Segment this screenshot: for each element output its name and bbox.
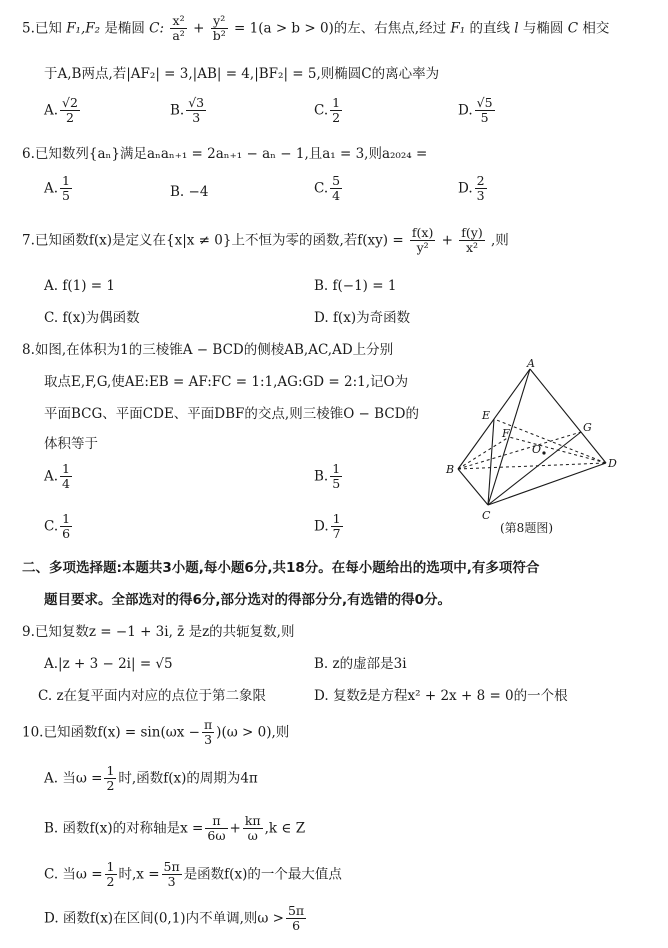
tetrahedron-figure [444, 357, 622, 542]
edge-bd-hidden [458, 463, 606, 469]
line-bf-hidden [458, 437, 509, 469]
q5-plus: + [193, 20, 205, 37]
label-c: C [482, 509, 491, 522]
section2-line2: 题目要求。全部选对的得6分,部分选对的得部分分,有选错的得0分。 [44, 592, 452, 608]
figure-caption: (第8题图) [500, 521, 553, 535]
edge-cd [488, 463, 606, 505]
q8-line4: 体积等于 [44, 436, 98, 452]
label-o: O [532, 443, 542, 456]
q6-line1: 6.已知数列{aₙ}满足aₙaₙ₊₁ = 2aₙ₊₁ − aₙ − 1,且a₁ = 3,则a₂₀₂₄ = [22, 146, 428, 162]
q6-option-a: A. $\frac{1}{5}$ [44, 173, 70, 204]
q9-option-a: A.|z + 3 − 2i| = √5 [44, 656, 173, 672]
q8-option-b: B. $\frac{1}{5}$ [314, 461, 341, 492]
q5-line2: 于A,B两点,若|AF₂| = 3,|AB| = 4,|BF₂| = 5,则椭圆C的离心率为 [44, 66, 440, 82]
q7-frac-2: $\frac{f(y)}{\text{x²}}$ [461, 225, 483, 256]
q5-text: 5.已知 [22, 20, 62, 37]
line-df-hidden [509, 437, 606, 463]
q5-frac-x: $\frac{\text{x²}}{\text{a²}}$ [172, 13, 185, 44]
label-f: F [502, 427, 510, 440]
q5-text: 与椭圆 [522, 20, 564, 37]
section2-line1: 二、多项选择题:本题共3小题,每小题6分,共18分。在每小题给出的选项中,有多项符合 [22, 560, 540, 576]
q9-option-d: D. 复数z̄是方程x² + 2x + 8 = 0的一个根 [314, 688, 568, 704]
q7-option-d: D. f(x)为奇函数 [314, 310, 411, 326]
q5-option-b: B. $\frac{√3}{3}$ [170, 95, 205, 126]
q5-line1 [22, 14, 609, 44]
q5-option-a: A. $\frac{√2}{2}$ [44, 95, 78, 126]
q5-foci: F₁,F₂ [66, 20, 101, 37]
q7-option-b: B. f(−1) = 1 [314, 278, 397, 294]
label-b: B [446, 463, 455, 476]
q7-option-a: A. f(1) = 1 [44, 278, 115, 294]
q5-text: = 1(a > b > 0)的左、右焦点,经过 [234, 20, 447, 37]
q6-option-c: C. $\frac{5}{4}$ [314, 173, 341, 204]
edge-bc [458, 469, 488, 505]
q8-option-a: A. $\frac{1}{4}$ [44, 461, 70, 492]
q5-f1: F₁ [450, 20, 466, 37]
q9-option-c: C. z在复平面内对应的点位于第二象限 [38, 688, 267, 704]
q8-option-c: C. $\frac{1}{6}$ [44, 511, 71, 542]
q10-line1: 10.已知函数f(x) = sin(ωx − $\frac{\pi}{3}$ )(ω > 0),则 [22, 717, 290, 748]
q10-option-d: D. 函数f(x)在区间(0,1)内不单调,则ω > $\frac{5\pi}{6}$ [44, 903, 305, 934]
q5-c: C [567, 20, 579, 37]
q8-line3: 平面BCG、平面CDE、平面DBF的交点,则三棱锥O − BCD的 [44, 406, 419, 422]
q10-option-b: B. 函数f(x)的对称轴是x = $\frac{\pi}{6\omega}$ + $\frac{k\pi}{\omega}$ ,k ∈ Z [44, 813, 306, 844]
q8-option-d: D. $\frac{1}{7}$ [314, 511, 341, 542]
q5-text: 是椭圆 [104, 20, 145, 37]
q7-option-c: C. f(x)为偶函数 [44, 310, 140, 326]
q7-frac-1: $\frac{f(x)}{\text{y²}}$ [411, 225, 434, 256]
line-bg-hidden [458, 432, 581, 469]
q5-option-c: C. $\frac{1}{2}$ [314, 95, 341, 126]
q6-option-b: B. −4 [170, 184, 209, 200]
label-e: E [482, 409, 491, 422]
q5-frac-y: $\frac{\text{y²}}{\text{b²}}$ [212, 13, 226, 44]
line-ce [488, 419, 494, 505]
q5-text: 的直线 [469, 20, 510, 37]
label-g: G [583, 421, 592, 434]
q7-line1: 7.已知函数f(x)是定义在{x|x ≠ 0}上不恒为零的函数,若f(xy) = $\frac{f(x)}{\text{y²}}$ + $\frac{f(y)}{\text{x²}}$ ,则 [22, 225, 509, 256]
q10-option-c: C. 当ω = $\frac{1}{2}$ 时,x = $\frac{5\pi}{3}$ 是函数f(x)的一个最大值点 [44, 859, 342, 890]
q5-line-l: l [514, 20, 519, 37]
q5-ellipse-name: C: [149, 20, 165, 37]
label-d: D [608, 457, 617, 470]
q5-option-d: D. $\frac{√5}{5}$ [458, 95, 493, 126]
q6-option-d: D. $\frac{2}{3}$ [458, 173, 485, 204]
edge-ad [530, 369, 606, 463]
q9-line1: 9.已知复数z = −1 + 3i, z̄ 是z的共轭复数,则 [22, 624, 295, 640]
q8-line2: 取点E,F,G,使AE:EB = AF:FC = 1:1,AG:GD = 2:1,记O为 [44, 374, 409, 390]
label-a: A [527, 357, 535, 370]
q8-line1: 8.如图,在体积为1的三棱锥A − BCD的侧棱AB,AC,AD上分别 [22, 342, 394, 358]
q10-option-a: A. 当ω = $\frac{1}{2}$ 时,函数f(x)的周期为4π [44, 763, 258, 794]
point-o [542, 451, 545, 454]
q9-option-b: B. z的虚部是3i [314, 656, 407, 672]
q5-text: 相交 [582, 20, 610, 37]
